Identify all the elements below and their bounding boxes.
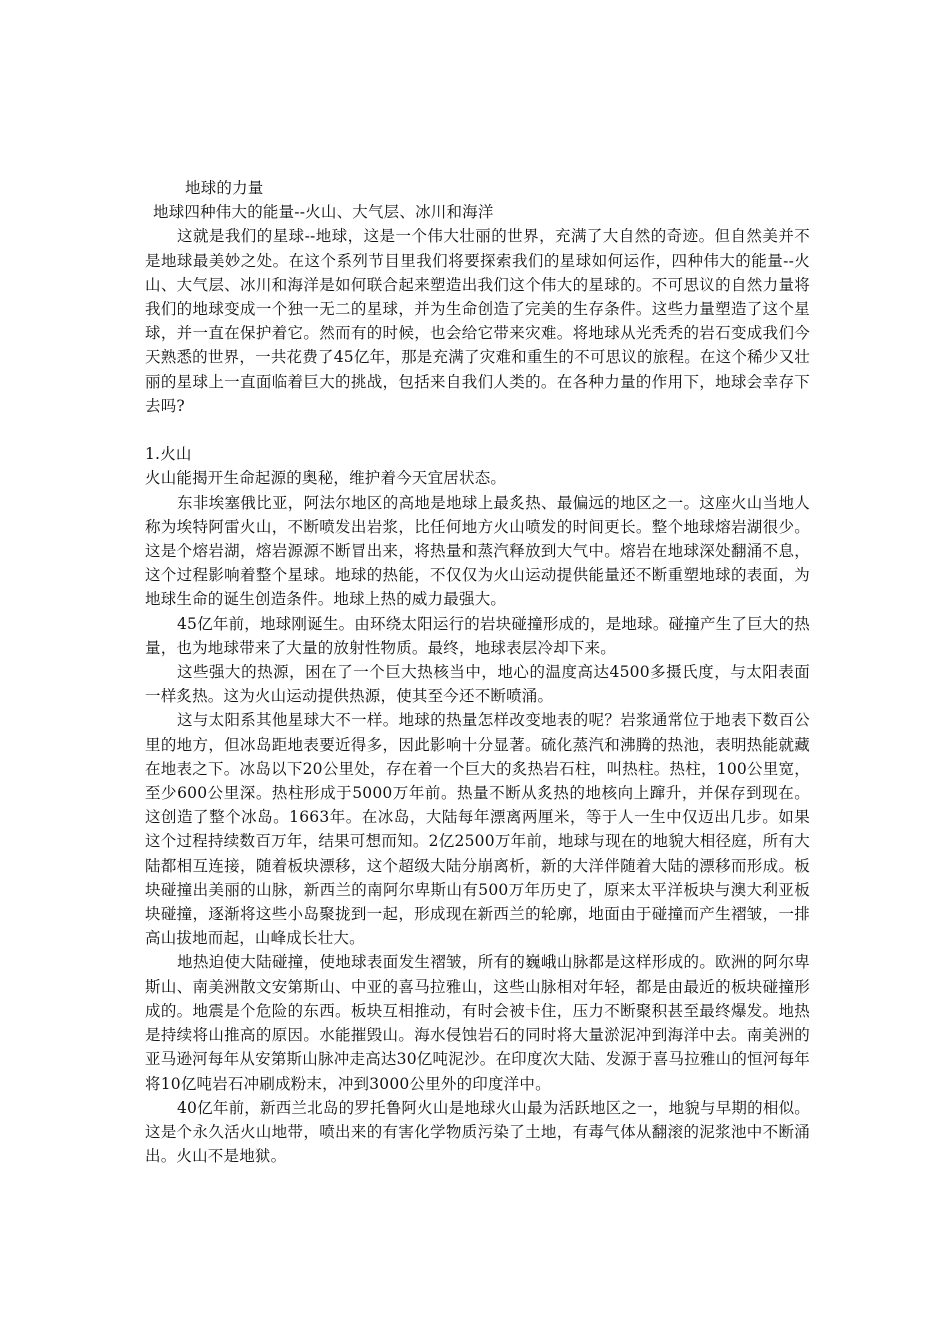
document-page bbox=[145, 176, 810, 1168]
body-paragraph: 这与太阳系其他星球大不一样。地球的热量怎样改变地表的呢？岩浆通常位于地表下数百公里的地方，但冰岛距地表要近得多，因此影响十分显著。硫化蒸汽和沸腾的热池，表明热能就藏在地表之下。冰岛以下20公里处，存在着一个巨大的炙热岩石柱，叫热柱。热柱，100公里宽，至少600公里深。热柱形成于5000万年前。热量不断从炙热的地核向上蹿升，并保存到现在。这创造了整个冰岛。1663年。在冰岛，大陆每年漂离两厘米，等于人一生中仅迈出几步。如果这个过程持续数百万年，结果可想而知。2亿2500万年前，地球与现在的地貌大相径庭，所有大陆都相互连接，随着板块漂移，这个超级大陆分崩离析，新的大洋伴随着大陆的漂移而形成。板块碰撞出美丽的山脉，新西兰的南阿尔卑斯山有500万年历史了，原来太平洋板块与澳大利亚板块碰撞，逐渐将这些小岛聚拢到一起，形成现在新西兰的轮廓，地面由于碰撞而产生褶皱，一排高山拔地而起，山峰成长壮大。 bbox=[145, 711, 810, 948]
body-paragraph: 45亿年前，地球刚诞生。由环绕太阳运行的岩块碰撞形成的，是地球。碰撞产生了巨大的热量，也为地球带来了大量的放射性物质。最终，地球表层冷却下来。 bbox=[145, 614, 810, 657]
section-lead: 火山能揭开生命起源的奥秘，维护着今天宜居状态。 bbox=[145, 469, 507, 488]
section-heading-volcano: 1.火山 bbox=[145, 445, 192, 464]
blank-line bbox=[145, 418, 810, 442]
body-paragraph: 这些强大的热源，困在了一个巨大热核当中，地心的温度高达4500多摄氏度，与太阳表面一样炙热。这为火山运动提供热源，使其至今还不断喷涌。 bbox=[145, 663, 810, 706]
body-paragraph: 地热迫使大陆碰撞，使地球表面发生褶皱，所有的巍峨山脉都是这样形成的。欧洲的阿尔卑斯山、南美洲散文安第斯山、中亚的喜马拉雅山，这些山脉相对年轻，都是由最近的板块碰撞形成的。地震是个危险的东西。板块互相推动，有时会被卡住，压力不断聚积甚至最终爆发。地热是持续将山推高的原因。水能摧毁山。海水侵蚀岩石的同时将大量淤泥冲到海洋中去。南美洲的亚马逊河每年从安第斯山脉冲走高达30亿吨泥沙。在印度次大陆、发源于喜马拉雅山的恒河每年将10亿吨岩石冲刷成粉末，冲到3000公里外的印度洋中。 bbox=[145, 953, 810, 1093]
document-title: 地球的力量 bbox=[185, 179, 264, 197]
body-paragraph: 东非埃塞俄比亚，阿法尔地区的高地是地球上最炙热、最偏远的地区之一。这座火山当地人称为埃特阿雷火山，不断喷发出岩浆，比任何地方火山喷发的时间更长。整个地球熔岩湖很少。这是个熔岩湖，熔岩源源不断冒出来，将热量和蒸汽释放到大气中。熔岩在地球深处翻涌不息，这个过程影响着整个星球。地球的热能，不仅仅为火山运动提供能量还不断重塑地球的表面，为地球生命的诞生创造条件。地球上热的威力最强大。 bbox=[145, 493, 810, 609]
body-paragraph: 40亿年前，新西兰北岛的罗托鲁阿火山是地球火山最为活跃地区之一，地貌与早期的相似。这是个永久活火山地带，喷出来的有害化学物质污染了土地，有毒气体从翻滚的泥浆池中不断涌出。火山不是地狱。 bbox=[145, 1098, 810, 1166]
document-subtitle: 地球四种伟大的能量--火山、大气层、冰川和海洋 bbox=[153, 203, 494, 222]
intro-paragraph: 这就是我们的星球--地球，这是一个伟大壮丽的世界，充满了大自然的奇迹。但自然美并不是地球最美妙之处。在这个系列节目里我们将要探索我们的星球如何运作，四种伟大的能量--火山、大气层、冰川和海洋是如何联合起来塑造出我们这个伟大的星球的。不可思议的自然力量将我们的地球变成一个独一无二的星球，并为生命创造了完美的生存条件。这些力量塑造了这个星球，并一直在保护着它。然而有的时候，也会给它带来灾难。将地球从光秃秃的岩石变成我们今天熟悉的世界，一共花费了45亿年，那是充满了灾难和重生的不可思议的旅程。在这个稀少又壮丽的星球上一直面临着巨大的挑战，包括来自我们人类的。在各种力量的作用下，地球会幸存下去吗? bbox=[145, 227, 810, 415]
